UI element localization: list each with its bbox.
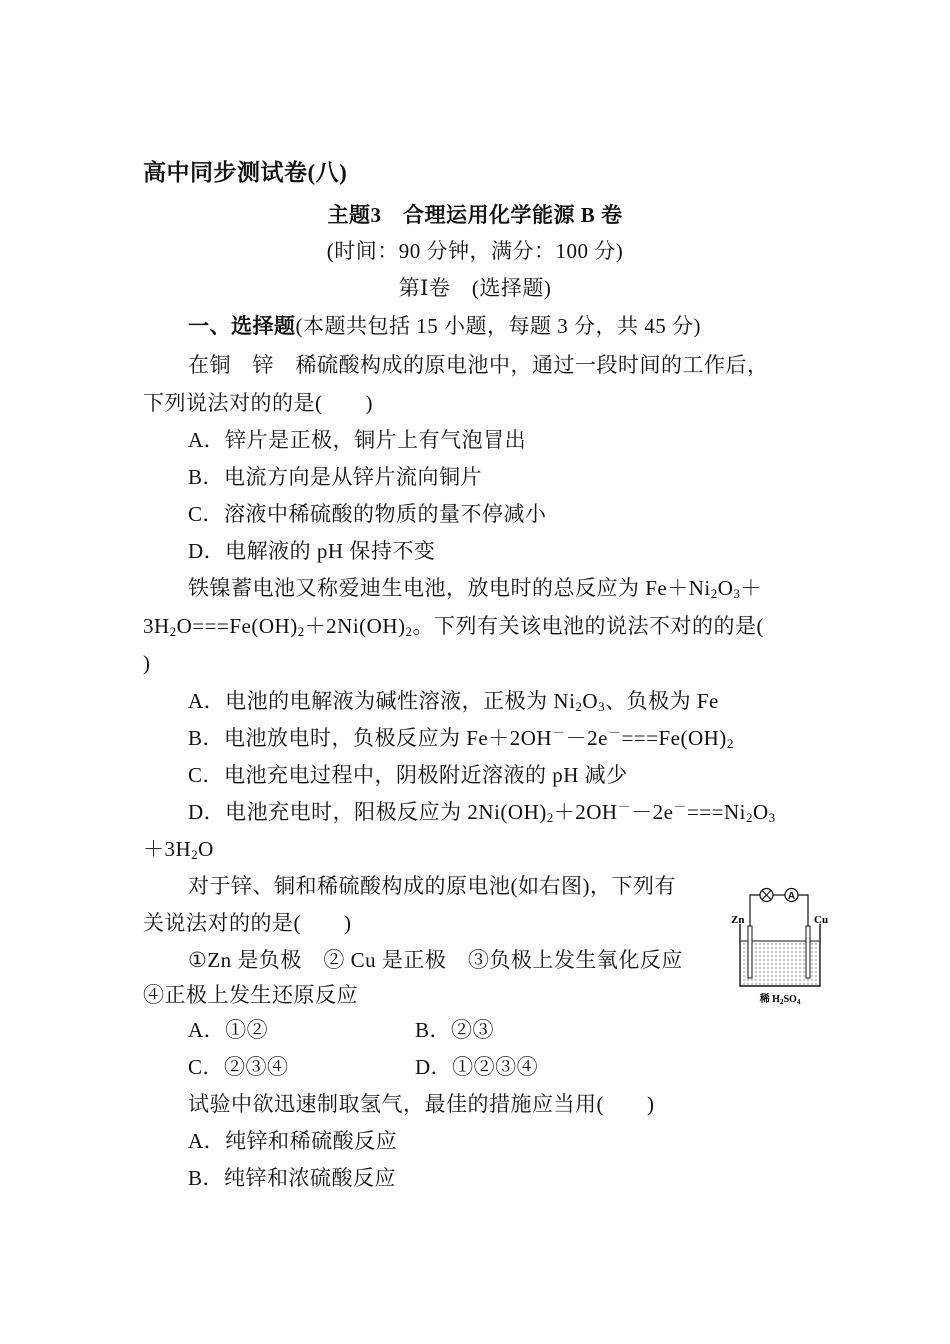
zinc-electrode [748,926,752,978]
q2-option-c: C．电池充电过程中，阴极附近溶液的 pH 减少 [188,763,628,787]
section-heading [188,311,701,341]
q4-stem: 试验中欲迅速制取氢气，最佳的措施应当用( ) [188,1092,655,1116]
q2-option-a: A．电池的电解液为碱性溶液，正极为 $Ni_2O_3$、负极为 Fe [188,689,719,714]
q3-option-c: C．②③④ [188,1055,289,1079]
q1-option-b: B．电流方向是从锌片流向铜片 [188,465,483,489]
q1-stem-line-1: 在铜 锌 稀硫酸构成的原电池中，通过一段时间的工作后， [188,353,769,377]
cu-label: Cu [814,914,829,926]
ammeter-icon [785,889,798,903]
q2-stem-line-3: ) [143,651,151,675]
document-title: 高中同步测试卷(八) [143,160,348,185]
q2-stem-line-1: 铁镍蓄电池又称爱迪生电池，放电时的总反应为 $Fe+Ni_2O_3+$ [188,576,762,601]
q3-option-d: D．①②③④ [415,1055,539,1079]
q1-option-c: C．溶液中稀硫酸的物质的量不停减小 [188,502,547,526]
q2-option-d-line-2: $+3H_2O$ [143,837,214,862]
q4-option-b: B．纯锌和浓硫酸反应 [188,1166,397,1190]
q2-stem-line-2: $3H_2O===Fe(OH)_2+2Ni(OH)_2$。下列有关该电池的说法不对的的是( [143,614,765,639]
q3-option-a: A．①② [188,1018,269,1042]
q3-stem-line-4: ④正极上发生还原反应 [143,983,358,1007]
document-subtitle: 主题3 合理运用化学能源 B 卷 [327,203,623,227]
copper-electrode [806,926,810,978]
q4-option-a: A．纯锌和稀硫酸反应 [188,1129,398,1153]
q3-stem-line-3: ①Zn 是负极 ② Cu 是正极 ③负极上发生氧化反应 [188,948,683,972]
q3-stem-line-2: 关说法对的的是( ) [143,911,352,935]
ammeter-label: A [787,891,796,902]
q3-stem-line-1: 对于锌、铜和稀硫酸构成的原电池(如右图)，下列有 [188,874,676,898]
q1-option-a: A．锌片是正极，铜片上有气泡冒出 [188,428,527,452]
q2-option-d-line-1: D．电池充电时，阳极反应为 $2Ni(OH)_2+2OH^--2e^-===Ni_2O_3$ [188,799,776,825]
q3-option-b: B．②③ [415,1018,495,1042]
q2-option-b: B．电池放电时，负极反应为 $Fe+2OH^--2e^-===Fe(OH)_2$ [188,725,734,751]
time-info: (时间：90 分钟，满分：100 分) [326,239,624,263]
galvanic-cell-figure [730,878,830,1010]
section-title: 一、选择题 [188,314,296,338]
figure-caption: 稀 $H_2SO_4$ [759,994,801,1006]
q1-stem-line-2: 下列说法对的的是( ) [143,391,373,415]
volume-heading: 第Ⅰ卷 (选择题) [398,276,552,300]
bulb-icon [760,889,773,902]
zn-label: Zn [731,914,745,926]
q1-option-d: D．电解液的 pH 保持不变 [188,539,436,563]
section-note: (本题共包括 15 小题，每题 3 分，共 45 分) [295,314,701,338]
